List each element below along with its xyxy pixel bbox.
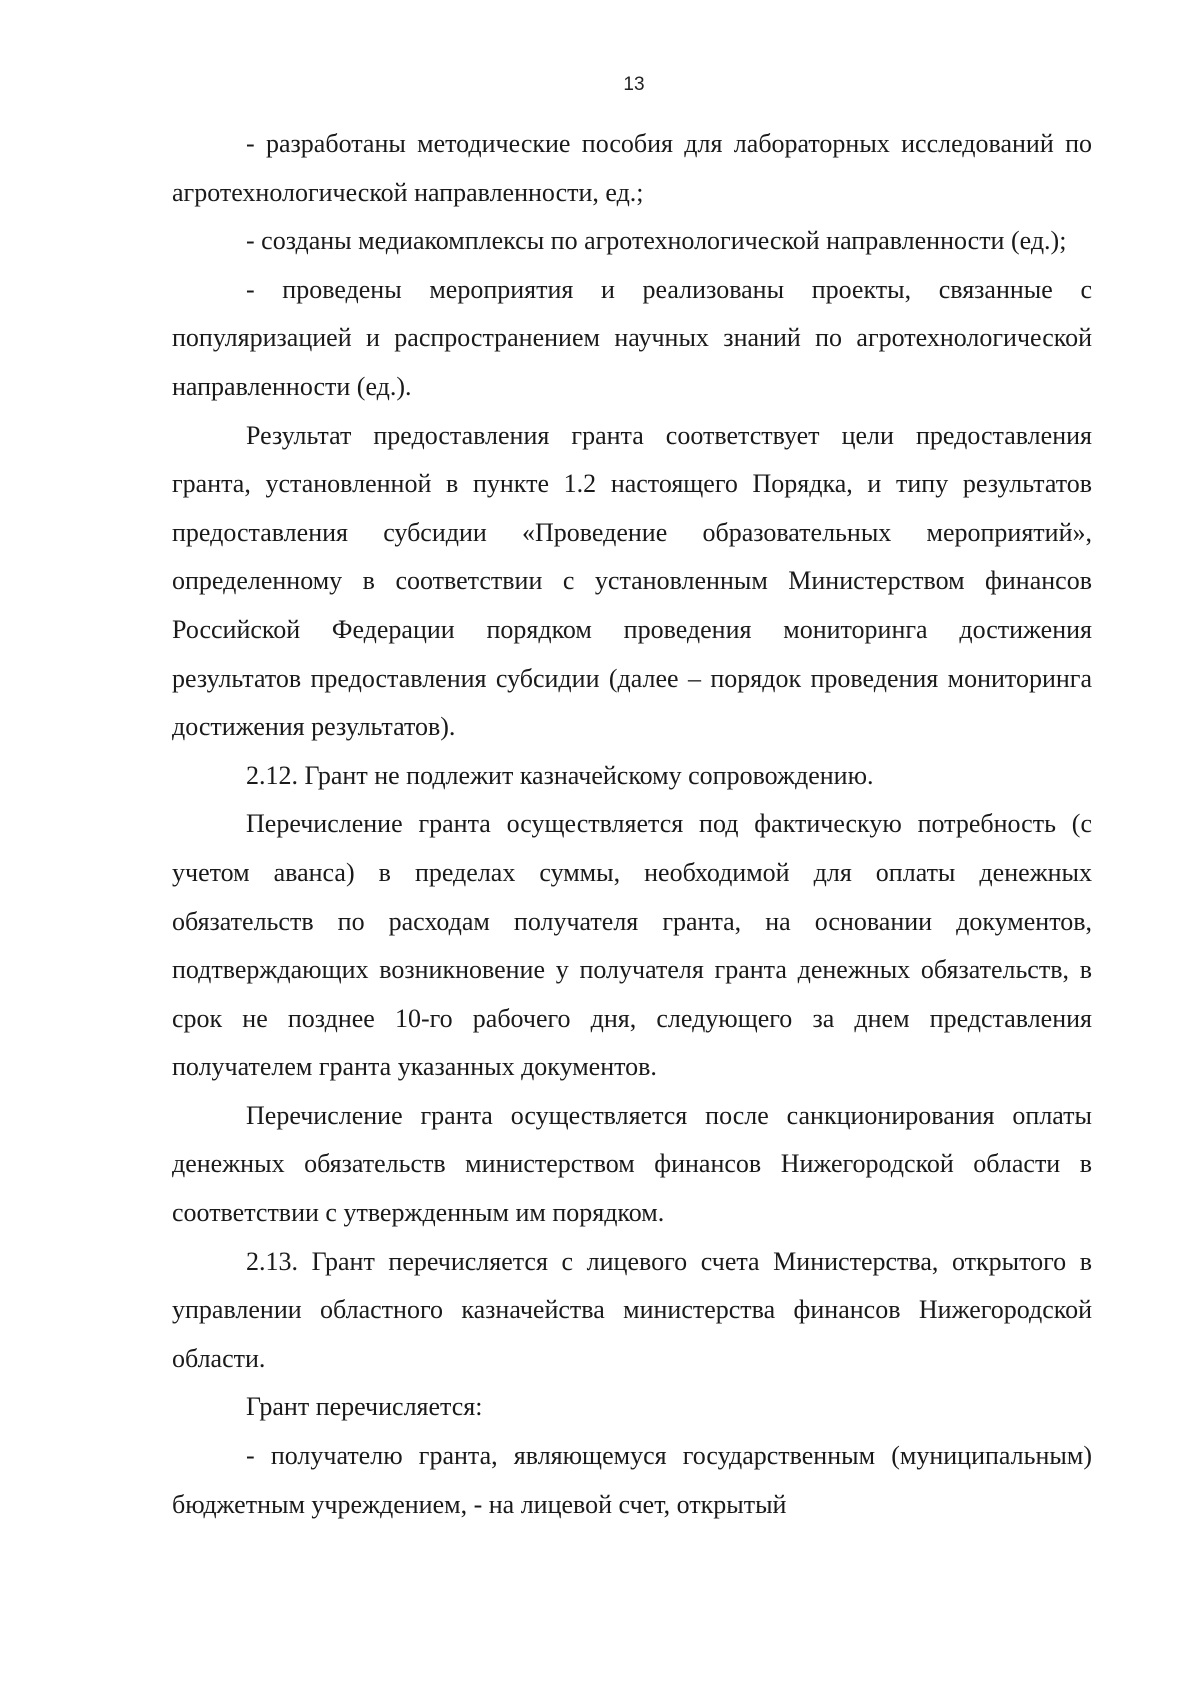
paragraph-grant-transfer-sanction: Перечисление гранта осуществляется после санкционирования оплаты денежных обязательств министерством финансов Нижегородской области в соответствии с утвержденным им порядком. [172, 1100, 1092, 1228]
paragraph-section-2-12: 2.12. Грант не подлежит казначейскому сопровождению. [246, 760, 874, 790]
document-body [172, 120, 1092, 1529]
paragraph-grant-transfer-need: Перечисление гранта осуществляется под фактическую потребность (с учетом аванса) в пределах суммы, необходимой для оплаты денежных обязательств по расходам получателя гранта, на основании документов, подтверждающих возникновение у получателя гранта денежных обязательств, в срок не позднее 10-го рабочего дня, следующего за днем представления получателем гранта указанных документов. [172, 809, 1092, 1082]
paragraph-budget-institution: - получателю гранта, являющемуся государственным (муниципальным) бюджетным учреждением, - на лицевой счет, открытый [172, 1441, 1092, 1519]
paragraph-media-complexes: - созданы медиакомплексы по агротехнологической направленности (ед.); [246, 226, 1067, 256]
paragraph-grant-result: Результат предоставления гранта соответствует цели предоставления гранта, установленной в пункте 1.2 настоящего Порядка, и типу результатов предоставления субсидии «Проведение образовательных мероприятий», определенному в соответствии с установленным Министерством финансов Российской Федерации порядком проведения мониторинга достижения результатов предоставления субсидии (далее – порядок проведения мониторинга достижения результатов). [172, 420, 1092, 742]
paragraph-section-2-13: 2.13. Грант перечисляется с лицевого счета Министерства, открытого в управлении областного казначейства министерства финансов Нижегородской области. [172, 1246, 1092, 1373]
paragraph-grant-transferred-to: Грант перечисляется: [246, 1392, 483, 1422]
page-number: 13 [623, 74, 645, 95]
paragraph-events-projects: - проведены мероприятия и реализованы проекты, связанные с популяризацией и распространением научных знаний по агротехнологической направленности (ед.). [172, 274, 1092, 401]
paragraph-methodical-manuals: - разработаны методические пособия для лабораторных исследований по агротехнологической направленности, ед.; [172, 129, 1092, 207]
